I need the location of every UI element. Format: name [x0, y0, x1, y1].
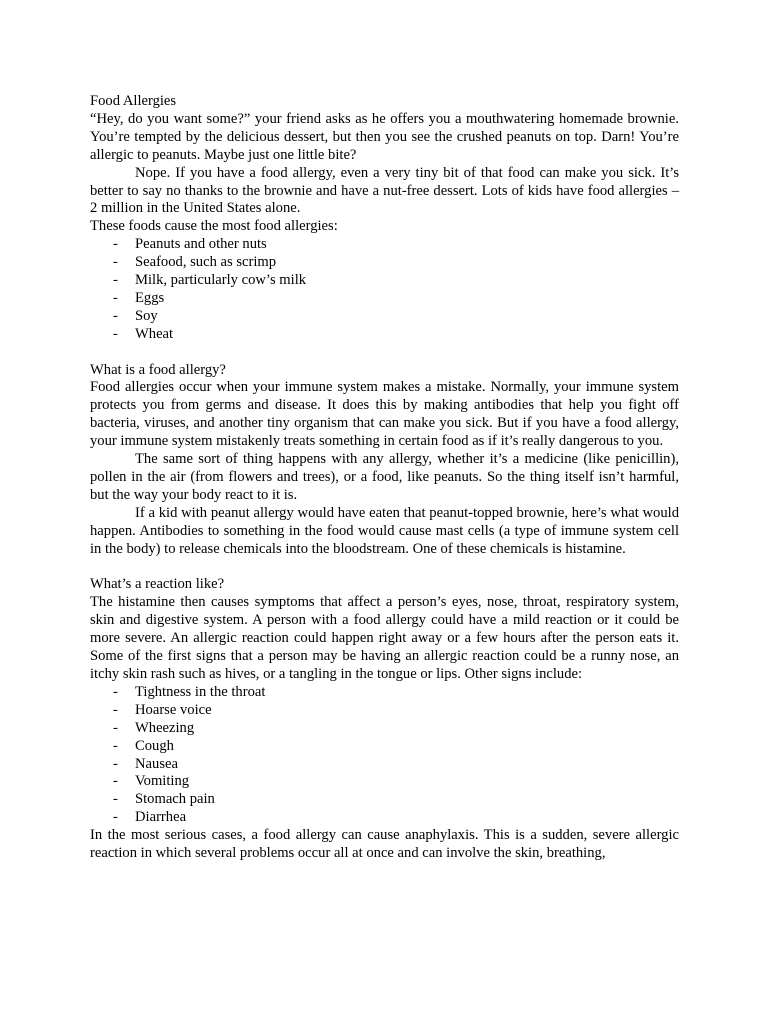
- list-item: - Diarrhea: [113, 809, 187, 826]
- intro-paragraph: “Hey, do you want some?” your friend asks as he offers you a mouthwatering homemade brownie. You’re tempted by the delicious dessert, but then you see the crushed peanuts on top. Darn! You’re allergic to peanuts. Maybe just one little bite?: [90, 110, 679, 163]
- list-item: - Wheezing: [113, 719, 195, 736]
- list-dash: -: [113, 791, 118, 808]
- nope-paragraph: Nope. If you have a food allergy, even a very tiny bit of that food can make you sick. It’s better to say no thanks to the brownie and have a nut-free dessert. Lots of kids have food allergies – 2 million in the United States alone.: [90, 164, 679, 217]
- list-dash: -: [113, 325, 118, 342]
- list-item: - Hoarse voice: [113, 701, 212, 718]
- document-title: Food Allergies: [90, 93, 177, 109]
- list-dash: -: [113, 254, 118, 271]
- foods-lead: These foods cause the most food allergies:: [90, 218, 338, 235]
- what-paragraph-2: The same sort of thing happens with any allergy, whether it’s a medicine (like penicillin), pollen in the air (from flowers and trees), or a food, like peanuts. So the thing itself isn’t harmful, but the way your body react to it is.: [90, 451, 679, 503]
- list-dash: -: [113, 737, 118, 754]
- section-heading-what: What is a food allergy?: [90, 361, 226, 378]
- list-item: - Stomach pain: [113, 791, 215, 808]
- list-item: - Seafood, such as scrimp: [113, 254, 277, 271]
- list-dash: -: [113, 701, 118, 718]
- list-dash: -: [113, 683, 118, 700]
- list-item: - Cough: [113, 737, 174, 754]
- list-dash: -: [113, 773, 118, 790]
- list-dash: -: [113, 236, 118, 253]
- list-dash: -: [113, 755, 118, 772]
- list-item: - Eggs: [113, 289, 165, 306]
- list-dash: -: [113, 272, 118, 289]
- list-item: - Tightness in the throat: [113, 683, 266, 700]
- food-list: [90, 236, 679, 343]
- list-item: - Soy: [113, 307, 158, 324]
- list-item: - Nausea: [113, 755, 178, 772]
- document-page: [90, 93, 679, 863]
- list-item: - Vomiting: [113, 773, 190, 790]
- signs-list: [90, 684, 679, 827]
- list-dash: -: [113, 719, 118, 736]
- section-gap: [90, 559, 679, 577]
- section-gap: [90, 344, 679, 362]
- reaction-paragraph: The histamine then causes symptoms that affect a person’s eyes, nose, throat, respiratory system, skin and digestive system. A person with a food allergy could have a mild reaction or it could be more severe. An allergic reaction could happen right away or a few hours after the person eats it. Some of the first signs that a person may be having an allergic reaction could be a runny nose, an itchy skin rash such as hives, or a tangling in the tongue or lips. Other signs include:: [90, 594, 679, 682]
- section-heading-reaction: What’s a reaction like?: [90, 576, 225, 593]
- list-item: - Wheat: [113, 325, 174, 342]
- list-item: - Peanuts and other nuts: [113, 236, 267, 253]
- list-dash: -: [113, 289, 118, 306]
- what-paragraph-3: If a kid with peanut allergy would have eaten that peanut-topped brownie, here’s what would happen. Antibodies to something in the food would cause mast cells (a type of immune system cell in the body) to release chemicals into the bloodstream. One of these chemicals is histamine.: [90, 504, 679, 557]
- list-item: - Milk, particularly cow’s milk: [113, 272, 307, 289]
- list-dash: -: [113, 809, 118, 826]
- serious-paragraph: In the most serious cases, a food allergy can cause anaphylaxis. This is a sudden, severe allergic reaction in which several problems occur all at once and can involve the skin, breathing,: [90, 827, 679, 862]
- list-dash: -: [113, 307, 118, 324]
- what-paragraph-1: Food allergies occur when your immune system makes a mistake. Normally, your immune system protects you from germs and disease. It does this by making antibodies that help you fight off bacteria, viruses, and another tiny organism that can make you sick. But if you have a food allergy, your immune system mistakenly treats something in certain food as if it’s really dangerous to you.: [90, 379, 679, 450]
